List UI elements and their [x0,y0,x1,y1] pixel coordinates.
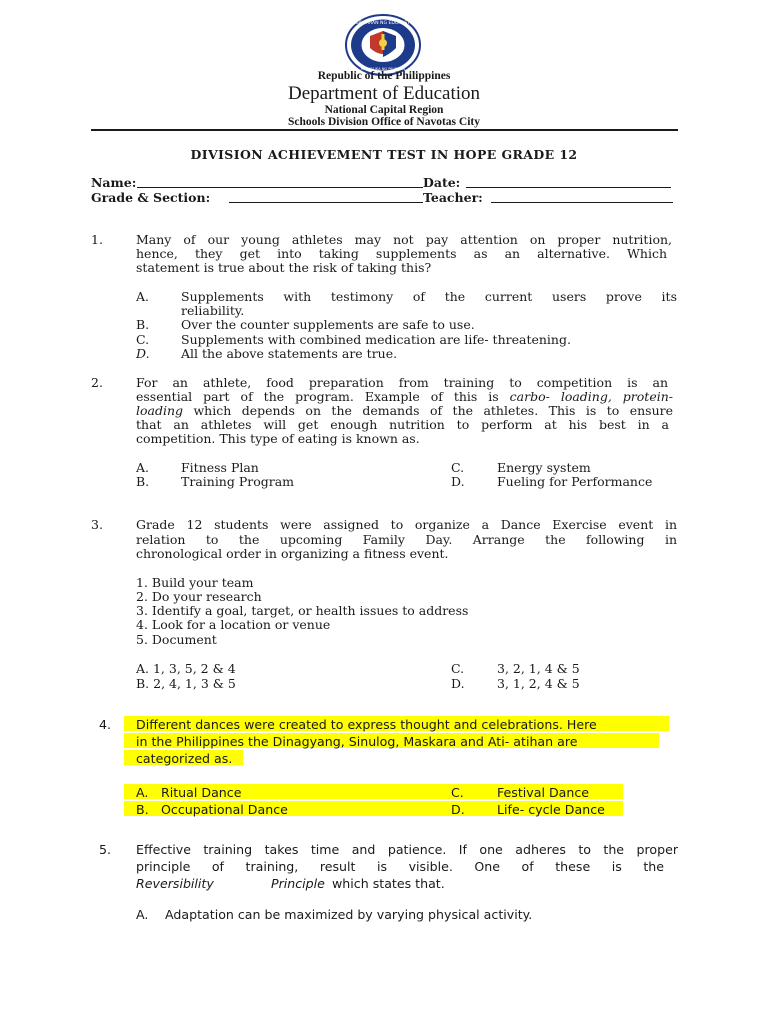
step-item: 1. Build your team [136,575,254,590]
choice-a[interactable]: Ritual Dance [161,785,242,800]
question-text-line [136,390,673,404]
choice-letter: C. [451,460,465,475]
date-label: Date: [423,175,461,190]
choice-d[interactable]: 3, 1, 2, 4 & 5 [497,676,580,691]
question-number: 1. [91,232,103,247]
choice-letter: B. [136,802,149,817]
choice-letter: C. [451,661,465,676]
question-text-part: which depends on the demands of the athletes. This is to ensure [183,403,673,418]
division-heading: Schools Division Office of Navotas City [288,116,480,128]
choice-letter: D. [451,676,465,691]
choice-a[interactable]: Fitness Plan [181,460,259,475]
choice-letter: A. [136,460,150,475]
region-heading: National Capital Region [324,104,444,116]
choice-letter: B. [136,317,150,332]
question-text-line: Grade 12 students were assigned to organize a Dance Exercise event in [136,517,677,532]
question-text-emphasis: Reversibility [136,876,214,891]
question-text-line: Different dances were created to express thought and celebrations. Here [136,717,597,732]
question-text-emphasis: loading [136,403,184,418]
question-text-line: chronological order in organizing a fitness event. [136,546,449,561]
choice-letter: D. [451,474,465,489]
choice-b[interactable]: B. 2, 4, 1, 3 & 5 [136,676,236,691]
svg-text:REPUBLIKA NG PILIPINAS: REPUBLIKA NG PILIPINAS [360,67,406,71]
question-text-line: in the Philippines the Dinagyang, Sinulog, Maskara and Ati- atihan are [136,734,578,749]
question-text-line: relation to the upcoming Family Day. Arrange the following in [136,532,677,547]
choice-letter: D. [136,346,150,361]
choice-d[interactable]: Life- cycle Dance [497,802,605,817]
test-title: DIVISION ACHIEVEMENT TEST IN HOPE GRADE 12 [190,147,578,162]
question-text-line: Effective training takes time and patience. If one adheres to the proper [136,842,678,857]
choice-letter: B. [136,474,150,489]
republic-heading: Republic of the Philippines [317,70,451,82]
question-text-line: competition. This type of eating is known as. [136,431,420,446]
choice-a[interactable]: Adaptation can be maximized by varying physical activity. [165,907,533,922]
choice-a[interactable]: A. 1, 3, 5, 2 & 4 [136,661,236,676]
question-text-part: which states that. [332,876,445,891]
choice-b[interactable]: Over the counter supplements are safe to use. [181,317,475,332]
choice-b[interactable]: Training Program [181,474,295,489]
choice-letter: D. [451,802,465,817]
grade-section-field[interactable] [229,202,423,203]
question-text-line: that an athletes will get enough nutrition to perform at his best in a [136,417,669,432]
question-text-line: Many of our young athletes may not pay attention on proper nutrition, [136,232,672,247]
date-field[interactable] [466,187,671,188]
header-divider [91,129,678,131]
teacher-field[interactable] [491,202,673,203]
choice-c[interactable]: Energy system [497,460,591,475]
step-item: 2. Do your research [136,589,262,604]
question-text-line: statement is true about the risk of taking this? [136,260,432,275]
teacher-label: Teacher: [423,190,483,205]
choice-c[interactable]: Supplements with combined medication are life- threatening. [181,332,571,347]
choice-c[interactable]: 3, 2, 1, 4 & 5 [497,661,580,676]
choice-a[interactable]: Supplements with testimony of the current users prove its [181,289,677,304]
department-heading: Department of Education [287,83,481,104]
question-text-part: essential part of the program. Example of this is [136,389,510,404]
choice-letter: A. [136,907,149,922]
question-number: 5. [99,842,112,857]
question-text-line: principle of training, result is visible. One of these is the [136,859,664,874]
step-item: 5. Document [136,632,217,647]
name-label: Name: [91,175,137,190]
choice-letter: C. [451,785,464,800]
question-number: 4. [99,717,112,732]
question-number: 2. [91,375,103,390]
deped-seal-logo [344,14,422,76]
question-text-emphasis: Principle [271,876,325,891]
question-text-line: For an athlete, food preparation from training to competition is an [136,375,668,390]
choice-letter: A. [136,785,149,800]
choice-letter: A. [136,289,150,304]
choice-d[interactable]: Fueling for Performance [497,474,653,489]
choice-d[interactable]: All the above statements are true. [181,346,398,361]
choice-a-continued: reliability. [181,303,245,318]
grade-section-label: Grade & Section: [91,190,211,205]
question-text-line [136,404,673,418]
step-item: 4. Look for a location or venue [136,617,331,632]
question-text-line: categorized as. [136,751,233,766]
question-text-line: hence, they get into taking supplements as an alternative. Which [136,246,667,261]
choice-letter: C. [136,332,150,347]
step-item: 3. Identify a goal, target, or health issues to address [136,603,469,618]
name-field[interactable] [137,187,423,188]
choice-b[interactable]: Occupational Dance [161,802,288,817]
question-text-emphasis: carbo- loading, protein- [509,389,673,404]
svg-text:KAGAWARAN NG EDUKASYON: KAGAWARAN NG EDUKASYON [349,21,417,26]
choice-c[interactable]: Festival Dance [497,785,590,800]
question-number: 3. [91,517,103,532]
